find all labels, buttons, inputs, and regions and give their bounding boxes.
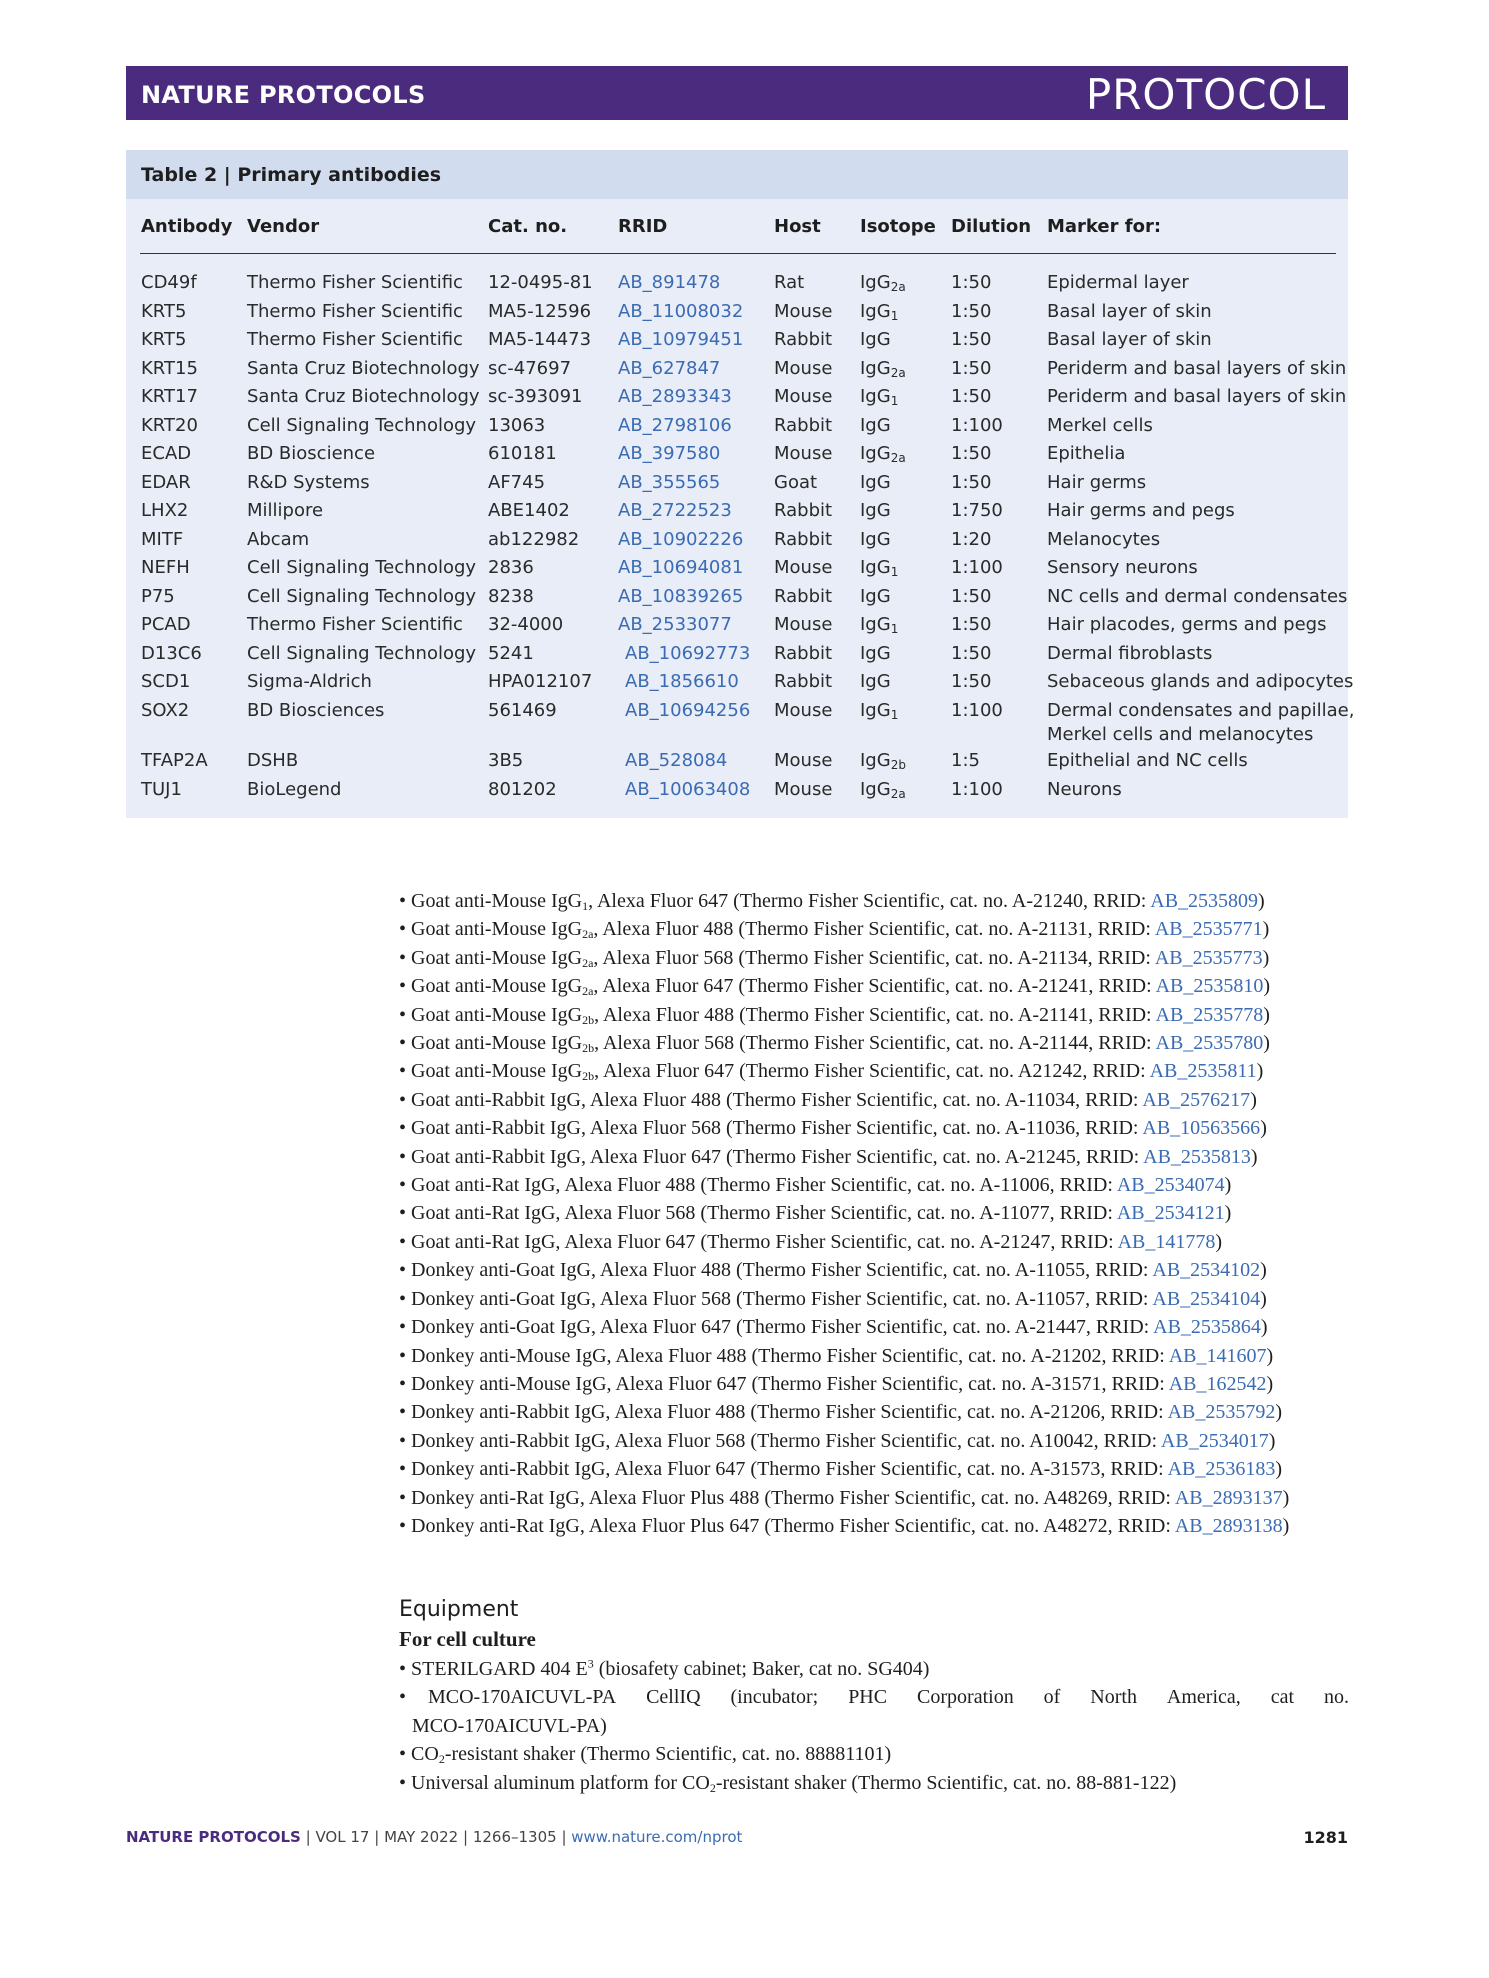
cell-rrid[interactable]: AB_891478 xyxy=(618,272,721,293)
cell-cat-no: 8238 xyxy=(488,585,534,607)
rrid-link[interactable]: AB_2535771 xyxy=(1154,918,1263,941)
header-rule xyxy=(140,253,1336,254)
cell-vendor: BioLegend xyxy=(247,778,342,800)
page-number: 1281 xyxy=(1303,1828,1348,1847)
equipment-heading: Equipment xyxy=(399,1597,519,1622)
table-caption: Table 2 | Primary antibodies xyxy=(141,164,442,186)
cell-dilution: 1:100 xyxy=(951,699,1003,721)
cell-isotope: IgG xyxy=(860,414,891,436)
cell-marker: Periderm and basal layers of skin xyxy=(1047,386,1347,407)
list-item: • Goat anti-Rat IgG, Alexa Fluor 488 (Thermo Fisher Scientific, cat. no. A-11006, RRID: AB_2534074) xyxy=(399,1174,1232,1197)
cell-antibody: PCAD xyxy=(141,614,191,635)
cell-host: Mouse xyxy=(774,699,833,721)
cell-vendor: Santa Cruz Biotechnology xyxy=(247,357,480,379)
col-host: Host xyxy=(774,216,821,237)
cell-antibody: TUJ1 xyxy=(141,778,182,800)
cell-rrid[interactable]: AB_1856610 xyxy=(625,671,739,692)
rrid-link[interactable]: AB_2534017 xyxy=(1160,1429,1269,1452)
cell-dilution: 1:50 xyxy=(951,300,992,322)
list-item: • Goat anti-Rat IgG, Alexa Fluor 568 (Thermo Fisher Scientific, cat. no. A-11077, RRID: AB_2534121) xyxy=(399,1202,1232,1225)
cell-host: Rabbit xyxy=(774,671,833,692)
cell-cat-no: 2836 xyxy=(488,557,534,578)
cell-rrid[interactable]: AB_10063408 xyxy=(625,778,751,800)
cell-antibody: CD49f xyxy=(141,272,197,293)
cell-rrid[interactable]: AB_528084 xyxy=(625,750,728,771)
rrid-link[interactable]: AB_2893138 xyxy=(1174,1514,1283,1537)
cell-cat-no: ab122982 xyxy=(488,528,580,550)
cell-isotope: IgG xyxy=(860,585,891,607)
cell-vendor: Thermo Fisher Scientific xyxy=(247,272,463,293)
rrid-link[interactable]: AB_2893137 xyxy=(1174,1486,1283,1509)
cell-rrid[interactable]: AB_2533077 xyxy=(618,614,732,635)
cell-rrid[interactable]: AB_10694081 xyxy=(618,557,744,578)
cell-antibody: LHX2 xyxy=(141,500,189,521)
cell-cat-no: ABE1402 xyxy=(488,500,570,521)
cell-dilution: 1:50 xyxy=(951,272,992,293)
cell-marker: Epithelial and NC cells xyxy=(1047,750,1248,771)
cell-vendor: R&D Systems xyxy=(247,471,370,493)
cell-marker: Epidermal layer xyxy=(1047,272,1189,293)
cell-marker: Melanocytes xyxy=(1047,528,1161,550)
list-item: • $CO_2$-resistant shaker (Thermo Scientific, cat. no. 88881101) xyxy=(399,1743,892,1767)
list-item: • Donkey anti-Mouse IgG, Alexa Fluor 647 (Thermo Fisher Scientific, cat. no. A-31571, RRID: AB_162542) xyxy=(399,1372,1274,1395)
cell-isotope: IgG$_1$ xyxy=(860,699,899,722)
cell-antibody: TFAP2A xyxy=(141,750,208,771)
cell-dilution: 1:750 xyxy=(951,500,1003,521)
rrid-link[interactable]: AB_2535792 xyxy=(1167,1401,1276,1424)
rrid-link[interactable]: AB_2535778 xyxy=(1155,1003,1264,1026)
equipment-subheading: For cell culture xyxy=(399,1627,536,1651)
cell-vendor: Santa Cruz Biotechnology xyxy=(247,386,480,407)
cell-antibody: MITF xyxy=(141,528,184,550)
list-item: • Donkey anti-Goat IgG, Alexa Fluor 488 (Thermo Fisher Scientific, cat. no. A-11055, RRID: AB_2534102) xyxy=(399,1259,1267,1282)
cell-vendor: Cell Signaling Technology xyxy=(247,557,477,578)
rrid-link[interactable]: AB_2576217 xyxy=(1142,1088,1251,1111)
rrid-link[interactable]: AB_2536183 xyxy=(1167,1458,1276,1481)
rrid-link[interactable]: AB_2535780 xyxy=(1155,1032,1264,1055)
rrid-link[interactable]: AB_2535811 xyxy=(1149,1060,1257,1083)
cell-vendor: Sigma-Aldrich xyxy=(247,671,372,692)
footer-volume: VOL 17 xyxy=(315,1828,370,1846)
cell-host: Mouse xyxy=(774,778,833,800)
rrid-link[interactable]: AB_10563566 xyxy=(1142,1117,1261,1140)
cell-host: Mouse xyxy=(774,750,833,771)
cell-antibody: D13C6 xyxy=(141,642,202,664)
cell-cat-no: 13063 xyxy=(488,414,546,436)
cell-marker: Neurons xyxy=(1047,778,1122,800)
cell-marker: Periderm and basal layers of skin xyxy=(1047,357,1347,379)
cell-vendor: Thermo Fisher Scientific xyxy=(247,329,463,350)
cell-cat-no: MA5-12596 xyxy=(488,300,592,322)
list-item: • Goat anti-Mouse IgG$_1$, Alexa Fluor 647 (Thermo Fisher Scientific, cat. no. A-21240, RRID: AB_2535809) xyxy=(399,890,1265,913)
rrid-link[interactable]: AB_141607 xyxy=(1168,1344,1267,1367)
secondary-antibody-list xyxy=(399,887,1349,1540)
col-isotope: Isotope xyxy=(860,216,936,237)
cell-isotope: IgG$_1$ xyxy=(860,557,899,579)
cell-dilution: 1:5 xyxy=(951,750,980,771)
cell-rrid[interactable]: AB_10692773 xyxy=(625,642,751,664)
cell-marker: Sensory neurons xyxy=(1047,557,1198,578)
cell-dilution: 1:50 xyxy=(951,443,992,464)
cell-antibody: KRT20 xyxy=(141,414,198,436)
cell-isotope: IgG$_{2b}$ xyxy=(860,750,906,772)
cell-isotope: IgG xyxy=(860,671,891,692)
cell-vendor: Cell Signaling Technology xyxy=(247,414,477,436)
cell-host: Rabbit xyxy=(774,585,833,607)
list-item: • Goat anti-Rabbit IgG, Alexa Fluor 488 (Thermo Fisher Scientific, cat. no. A-11034, RRID: AB_2576217) xyxy=(399,1088,1257,1111)
cell-marker: Merkel cells xyxy=(1047,414,1153,436)
cell-marker: Basal layer of skin xyxy=(1047,300,1212,322)
list-item: • Donkey anti-Rat IgG, Alexa Fluor Plus 488 (Thermo Fisher Scientific, cat. no. A48269, RRID: AB_2893137) xyxy=(399,1486,1290,1509)
list-item: • MCO-170AICUVL-PA CellIQ (incubator; PHC Corporation of North America, cat no. MCO-170AICUVL-PA) xyxy=(399,1686,1349,1737)
cell-rrid[interactable]: AB_10694256 xyxy=(625,699,751,721)
cell-host: Rabbit xyxy=(774,329,833,350)
rrid-link[interactable]: AB_2534074 xyxy=(1116,1174,1225,1197)
list-item: • Universal aluminum platform for $CO_2$-resistant shaker (Thermo Scientific, cat. no. 88-881-122) xyxy=(399,1771,1177,1795)
cell-cat-no: 32-4000 xyxy=(488,614,564,635)
cell-isotope: IgG$_{2a}$ xyxy=(860,778,906,801)
cell-isotope: IgG$_{2a}$ xyxy=(860,272,906,294)
list-item: • Donkey anti-Goat IgG, Alexa Fluor 568 (Thermo Fisher Scientific, cat. no. A-11057, RRID: AB_2534104) xyxy=(399,1287,1267,1310)
rrid-link[interactable]: AB_2535864 xyxy=(1153,1316,1261,1339)
cell-isotope: IgG$_{2a}$ xyxy=(860,357,906,380)
rrid-link[interactable]: AB_2534121 xyxy=(1116,1202,1225,1225)
cell-rrid[interactable]: AB_10902226 xyxy=(618,528,744,550)
cell-cat-no: sc-47697 xyxy=(488,357,572,379)
cell-host: Mouse xyxy=(774,557,833,578)
cell-vendor: DSHB xyxy=(247,750,299,771)
cell-vendor: Abcam xyxy=(247,528,310,550)
list-item: • Goat anti-Rat IgG, Alexa Fluor 647 (Thermo Fisher Scientific, cat. no. A-21247, RRID: AB_141778) xyxy=(399,1230,1223,1253)
col-rrid: RRID xyxy=(618,216,668,237)
cell-cat-no: 12-0495-81 xyxy=(488,272,593,293)
table-caption-band xyxy=(126,150,1348,199)
cell-cat-no: MA5-14473 xyxy=(488,329,592,350)
cell-isotope: IgG xyxy=(860,329,891,350)
cell-cat-no: AF745 xyxy=(488,471,546,493)
cell-isotope: IgG$_1$ xyxy=(860,614,899,636)
cell-dilution: 1:100 xyxy=(951,778,1003,800)
cell-marker: Dermal condensates and papillae, xyxy=(1047,699,1355,721)
cell-marker: Epithelia xyxy=(1047,443,1126,464)
rrid-link[interactable]: AB_2535813 xyxy=(1143,1145,1251,1168)
cell-marker: Hair germs and pegs xyxy=(1047,500,1235,521)
cell-dilution: 1:20 xyxy=(951,528,992,550)
cell-rrid[interactable]: AB_10839265 xyxy=(618,585,744,607)
cell-rrid[interactable]: AB_2798106 xyxy=(618,414,732,436)
cell-host: Rabbit xyxy=(774,414,833,436)
cell-antibody: ECAD xyxy=(141,443,192,464)
cell-antibody: KRT5 xyxy=(141,300,187,322)
cell-marker: Basal layer of skin xyxy=(1047,329,1212,350)
list-item: • Goat anti-Mouse IgG$_{2a}$, Alexa Fluor 568 (Thermo Fisher Scientific, cat. no. A-21134, RRID: AB_2535773) xyxy=(399,946,1270,970)
cell-dilution: 1:50 xyxy=(951,614,992,635)
cell-dilution: 1:50 xyxy=(951,671,992,692)
cell-antibody: KRT17 xyxy=(141,386,198,407)
equipment-list xyxy=(399,1655,1349,1797)
cell-dilution: 1:50 xyxy=(951,329,992,350)
list-item: • Donkey anti-Rat IgG, Alexa Fluor Plus 647 (Thermo Fisher Scientific, cat. no. A48272, RRID: AB_2893138) xyxy=(399,1514,1290,1537)
cell-host: Rabbit xyxy=(774,528,833,550)
cell-dilution: 1:50 xyxy=(951,471,992,493)
cell-vendor: Thermo Fisher Scientific xyxy=(247,300,463,322)
list-item: • Goat anti-Mouse IgG$_{2a}$, Alexa Fluor 647 (Thermo Fisher Scientific, cat. no. A-21241, RRID: AB_2535810) xyxy=(399,975,1271,999)
journal-name: NATURE PROTOCOLS xyxy=(141,81,426,109)
cell-rrid[interactable]: AB_11008032 xyxy=(618,300,744,322)
cell-vendor: Cell Signaling Technology xyxy=(247,642,477,664)
cell-cat-no: 801202 xyxy=(488,778,557,800)
cell-isotope: IgG xyxy=(860,528,891,550)
list-item: • Goat anti-Mouse IgG$_{2b}$, Alexa Fluor 488 (Thermo Fisher Scientific, cat. no. A-21141, RRID: AB_2535778) xyxy=(399,1003,1270,1027)
list-item: • Donkey anti-Rabbit IgG, Alexa Fluor 647 (Thermo Fisher Scientific, cat. no. A-31573, RRID: AB_2536183) xyxy=(399,1458,1283,1481)
rrid-link[interactable]: AB_2535773 xyxy=(1154,946,1263,969)
cell-marker: Hair placodes, germs and pegs xyxy=(1047,614,1327,635)
cell-rrid[interactable]: AB_627847 xyxy=(618,357,721,379)
cell-vendor: BD Biosciences xyxy=(247,699,385,721)
cell-dilution: 1:50 xyxy=(951,386,992,407)
list-item: • Goat anti-Mouse IgG$_{2b}$, Alexa Fluor 647 (Thermo Fisher Scientific, cat. no. A21242, RRID: AB_2535811) xyxy=(399,1060,1264,1084)
cell-vendor: Millipore xyxy=(247,500,324,521)
cell-marker: Hair germs xyxy=(1047,471,1147,493)
cell-dilution: 1:100 xyxy=(951,414,1003,436)
cell-isotope: IgG$_1$ xyxy=(860,386,899,408)
footer-pages: 1266–1305 xyxy=(472,1828,557,1846)
cell-marker: Dermal fibroblasts xyxy=(1047,642,1213,664)
cell-vendor: Cell Signaling Technology xyxy=(247,585,477,607)
cell-host: Mouse xyxy=(774,357,833,379)
cell-antibody: KRT5 xyxy=(141,329,187,350)
cell-host: Mouse xyxy=(774,443,833,464)
rrid-link[interactable]: AB_2535810 xyxy=(1155,975,1264,998)
cell-antibody: P75 xyxy=(141,585,175,607)
cell-dilution: 1:50 xyxy=(951,357,992,379)
cell-antibody: EDAR xyxy=(141,471,191,493)
cell-antibody: SOX2 xyxy=(141,699,190,721)
cell-antibody: KRT15 xyxy=(141,357,198,379)
cell-dilution: 1:100 xyxy=(951,557,1003,578)
col-cat-no: Cat. no. xyxy=(488,216,568,237)
list-item: • Goat anti-Mouse IgG$_{2b}$, Alexa Fluor 568 (Thermo Fisher Scientific, cat. no. A-21144, RRID: AB_2535780) xyxy=(399,1032,1270,1056)
list-item: • Goat anti-Rabbit IgG, Alexa Fluor 568 (Thermo Fisher Scientific, cat. no. A-11036, RRID: AB_10563566) xyxy=(399,1117,1267,1140)
rrid-link[interactable]: AB_162542 xyxy=(1168,1372,1267,1395)
cell-cat-no: 610181 xyxy=(488,443,557,464)
cell-vendor: BD Bioscience xyxy=(247,443,376,464)
col-antibody: Antibody xyxy=(141,216,233,237)
cell-cat-no: 561469 xyxy=(488,699,557,721)
article-type: PROTOCOL xyxy=(1085,70,1326,119)
list-item: • Donkey anti-Rabbit IgG, Alexa Fluor 568 (Thermo Fisher Scientific, cat. no. A10042, RRID: AB_2534017) xyxy=(399,1429,1276,1452)
cell-host: Mouse xyxy=(774,614,833,635)
page-footer: NATURE PROTOCOLS | VOL 17 | MAY 2022 | 1266–1305 | www.nature.com/nprot xyxy=(126,1828,743,1846)
cell-host: Rabbit xyxy=(774,642,833,664)
cell-marker: NC cells and dermal condensates xyxy=(1047,585,1348,607)
col-dilution: Dilution xyxy=(951,216,1032,237)
cell-host: Mouse xyxy=(774,386,833,407)
list-item: • Donkey anti-Rabbit IgG, Alexa Fluor 488 (Thermo Fisher Scientific, cat. no. A-21206, RRID: AB_2535792) xyxy=(399,1401,1283,1424)
col-marker: Marker for: xyxy=(1047,216,1162,237)
cell-rrid[interactable]: AB_10979451 xyxy=(618,329,744,350)
cell-cat-no: sc-393091 xyxy=(488,386,583,407)
footer-journal: NATURE PROTOCOLS xyxy=(126,1828,301,1846)
cell-isotope: IgG xyxy=(860,642,891,664)
list-item: • STERILGARD 404 $E^3$ (biosafety cabinet; Baker, cat no. SG404) xyxy=(399,1656,930,1680)
list-item: • Goat anti-Rabbit IgG, Alexa Fluor 647 (Thermo Fisher Scientific, cat. no. A-21245, RRID: AB_2535813) xyxy=(399,1145,1258,1168)
rrid-link[interactable]: AB_2534104 xyxy=(1152,1287,1261,1310)
cell-host: Rat xyxy=(774,272,805,293)
cell-isotope: IgG xyxy=(860,471,891,493)
cell-cat-no: HPA012107 xyxy=(488,671,593,692)
cell-dilution: 1:50 xyxy=(951,585,992,607)
footer-date: MAY 2022 xyxy=(384,1828,459,1846)
cell-rrid[interactable]: AB_2722523 xyxy=(618,500,732,521)
col-vendor: Vendor xyxy=(247,216,320,237)
cell-rrid[interactable]: AB_2893343 xyxy=(618,386,732,407)
cell-isotope: IgG xyxy=(860,500,891,521)
cell-marker: Sebaceous glands and adipocytes xyxy=(1047,671,1354,692)
cell-rrid[interactable]: AB_355565 xyxy=(618,471,721,493)
cell-cat-no: 5241 xyxy=(488,642,534,664)
cell-isotope: IgG$_{2a}$ xyxy=(860,443,906,465)
cell-vendor: Thermo Fisher Scientific xyxy=(247,614,463,635)
cell-antibody: SCD1 xyxy=(141,671,191,692)
cell-cat-no: 3B5 xyxy=(488,750,524,771)
journal-header-bar xyxy=(126,66,1348,120)
footer-url[interactable]: www.nature.com/nprot xyxy=(571,1828,743,1846)
cell-host: Goat xyxy=(774,471,818,493)
cell-marker-continued: Merkel cells and melanocytes xyxy=(1047,723,1314,745)
cell-dilution: 1:50 xyxy=(951,642,992,664)
rrid-link[interactable]: AB_141778 xyxy=(1117,1230,1216,1253)
cell-rrid[interactable]: AB_397580 xyxy=(618,443,721,464)
list-item: • Goat anti-Mouse IgG$_{2a}$, Alexa Fluor 488 (Thermo Fisher Scientific, cat. no. A-21131, RRID: AB_2535771) xyxy=(399,918,1270,942)
cell-host: Mouse xyxy=(774,300,833,322)
list-item: • Donkey anti-Goat IgG, Alexa Fluor 647 (Thermo Fisher Scientific, cat. no. A-21447, RRID: AB_2535864) xyxy=(399,1316,1268,1339)
cell-host: Rabbit xyxy=(774,500,833,521)
rrid-link[interactable]: AB_2534102 xyxy=(1152,1259,1261,1282)
cell-antibody: NEFH xyxy=(141,557,190,578)
cell-isotope: IgG$_1$ xyxy=(860,300,899,323)
list-item: • Donkey anti-Mouse IgG, Alexa Fluor 488 (Thermo Fisher Scientific, cat. no. A-21202, RRID: AB_141607) xyxy=(399,1344,1274,1367)
rrid-link[interactable]: AB_2535809 xyxy=(1150,890,1259,912)
